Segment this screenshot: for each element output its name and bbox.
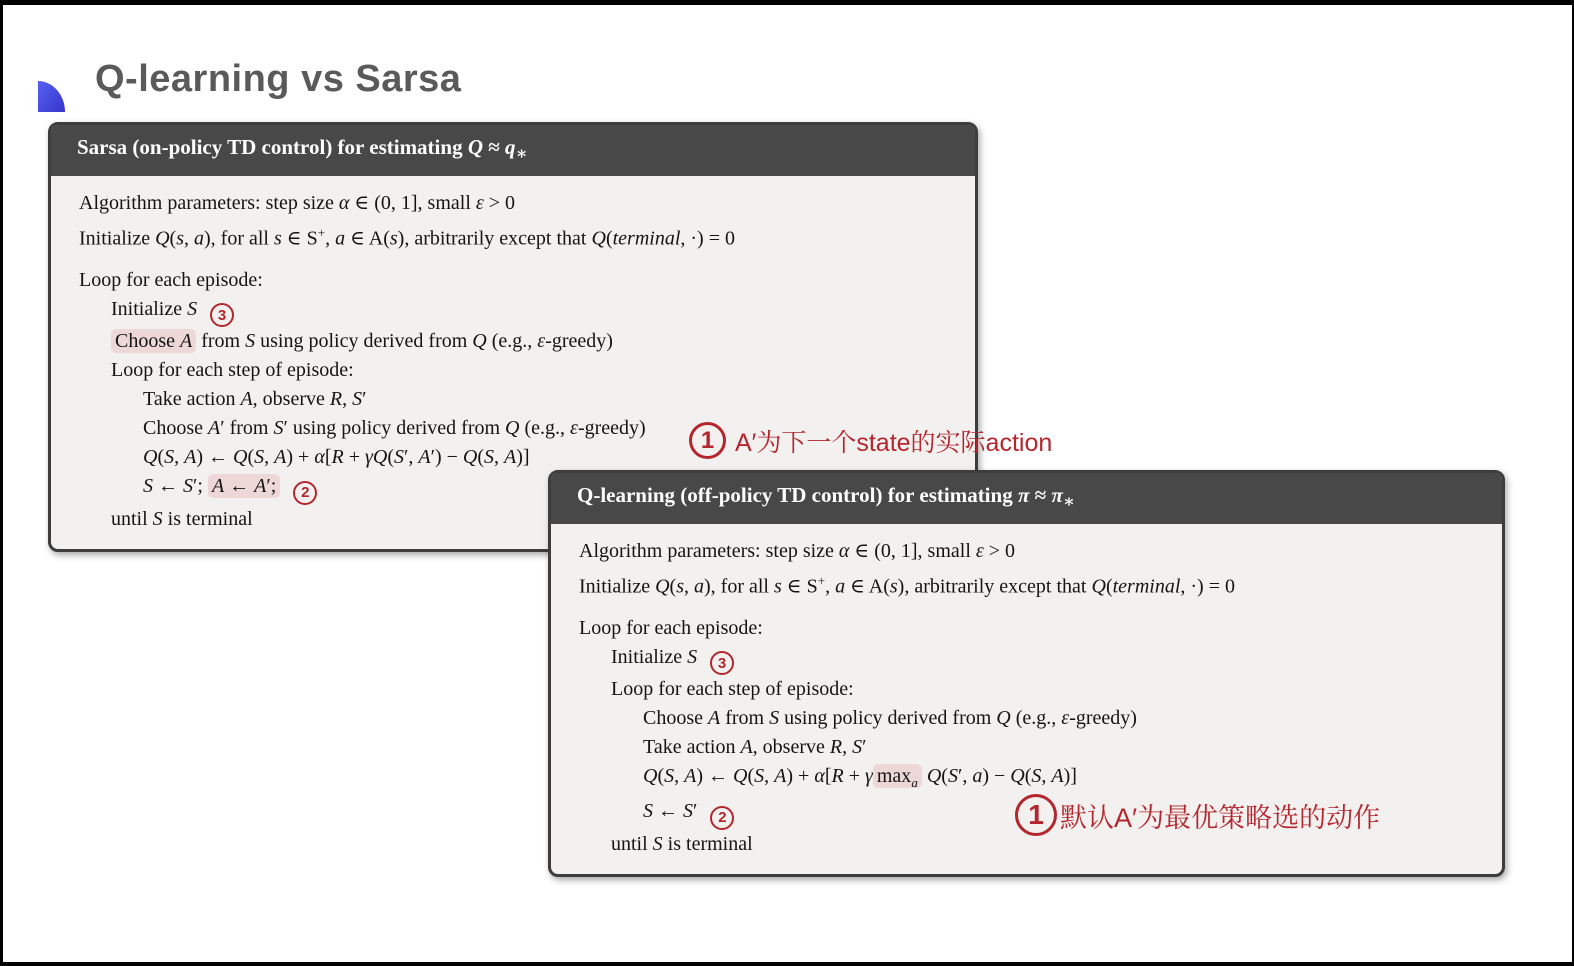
algorithm-line: Initialize S 3 bbox=[79, 295, 947, 328]
page-title: Q-learning vs Sarsa bbox=[95, 58, 462, 100]
annotation-text: 默认A′为最优策略选的动作 bbox=[1060, 802, 1381, 833]
circled-number-badge: 2 bbox=[710, 806, 734, 830]
annotation-text: A′为下一个state的实际action bbox=[735, 428, 1053, 457]
algorithm-line: until S is terminal bbox=[611, 832, 753, 855]
algorithm-line: Loop for each episode: bbox=[579, 616, 763, 639]
algorithm-line: Initialize Q(s, a), for all s ∈ S+, a ∈ A(s), arbitrarily except that Q(terminal, ·) = 0 bbox=[579, 573, 1235, 598]
algorithm-line: Algorithm parameters: step size α ∈ (0, 1], small ε > 0 bbox=[579, 540, 1016, 563]
algorithm-line: Choose A from S using policy derived from Q (e.g., ε-greedy) bbox=[79, 327, 947, 356]
algorithm-line: Choose A′ from S′ using policy derived from Q (e.g., ε-greedy) bbox=[143, 417, 646, 440]
circled-number-badge: 3 bbox=[210, 303, 234, 327]
algorithm-line: S ← S′ 2 bbox=[579, 797, 1474, 830]
algorithm-line: S ← S′; A ← A′; 2 bbox=[79, 472, 947, 505]
algorithm-line: Q(S, A) ← Q(S, A) + α[R + γ $\max_a Q(S'$, a) − Q(S, A)] bbox=[643, 765, 1077, 791]
algorithm-line: Q(S, A) ← Q(S, A) + α[R + γQ(S′, A′) − Q(S, A)] bbox=[143, 446, 530, 469]
qlearning-box-title: Q-learning (off-policy TD control) for estimating $\pi \approx \pi_∗$ bbox=[577, 483, 1076, 512]
pink-highlight: Choose A bbox=[111, 329, 196, 353]
pink-highlight: $\max_a$ bbox=[873, 764, 922, 788]
circled-number-badge: 3 bbox=[710, 651, 734, 675]
circled-1-badge: 1 bbox=[689, 422, 726, 459]
algorithm-line: Choose A from S using policy derived from Q (e.g., ε-greedy) bbox=[643, 707, 1137, 730]
circled-number-badge: 2 bbox=[293, 481, 317, 505]
circled-1-badge: 1 bbox=[1015, 794, 1057, 836]
algorithm-line: until S is terminal bbox=[111, 507, 253, 530]
annotation-qlearning-note bbox=[1015, 794, 1380, 836]
algorithm-line: Loop for each step of episode: bbox=[111, 359, 354, 382]
pink-highlight: A ← A′; bbox=[208, 474, 280, 498]
algorithm-line: Loop for each episode: bbox=[79, 268, 263, 291]
algorithm-line: Initialize S 3 bbox=[579, 643, 1474, 676]
qlearning-box-header bbox=[551, 473, 1502, 524]
sarsa-box-header bbox=[51, 125, 975, 176]
algorithm-line: Algorithm parameters: step size α ∈ (0, 1], small ε > 0 bbox=[79, 192, 516, 215]
algorithm-line: Take action A, observe R, S′ bbox=[143, 388, 367, 411]
algorithm-line: Initialize Q(s, a), for all s ∈ S+, a ∈ A(s), arbitrarily except that Q(terminal, ·) = 0 bbox=[79, 225, 735, 250]
sarsa-box-title: Sarsa (on-policy TD control) for estimating $Q \approx q_∗$ bbox=[77, 135, 528, 164]
annotation-sarsa-note bbox=[689, 422, 1052, 459]
corner-accent-icon bbox=[38, 81, 65, 112]
algorithm-line: Take action A, observe R, S′ bbox=[643, 736, 867, 759]
algorithm-line: Loop for each step of episode: bbox=[611, 678, 854, 701]
